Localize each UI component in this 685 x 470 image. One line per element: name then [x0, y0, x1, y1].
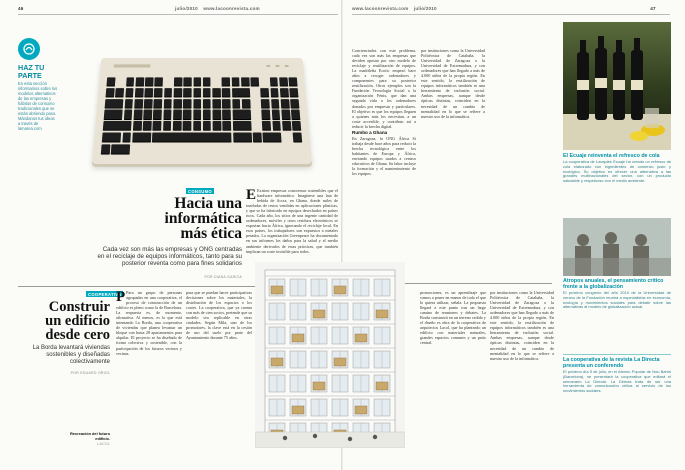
- cola-bottles-photo: [563, 22, 671, 150]
- key: [272, 110, 281, 120]
- key: [163, 121, 172, 131]
- main-headline: [122, 196, 242, 241]
- key: [223, 121, 232, 131]
- key: [291, 110, 300, 120]
- headline-line: desde cero: [45, 327, 110, 343]
- date-right: julio/2010: [413, 6, 437, 11]
- key: [106, 77, 115, 86]
- key: [135, 88, 144, 97]
- key: [232, 99, 241, 109]
- key: [280, 88, 289, 97]
- key: [105, 99, 124, 109]
- folio-left: [18, 6, 260, 11]
- key: [252, 121, 261, 131]
- key: [183, 99, 191, 109]
- key: [144, 99, 153, 109]
- key: [183, 121, 192, 131]
- main-byline: POR DIANA GARCÍA: [204, 275, 242, 279]
- haz-tu-parte-text: En esta sección informamos sobre los modelos alternativos de las empresas y hábitos de consumo tradicionales que se están abriendo paso. Mándanos tus ideas a través de lamarea.com: [18, 81, 58, 131]
- key: [104, 110, 123, 120]
- key: [163, 110, 172, 120]
- key: [126, 77, 135, 86]
- key: [183, 88, 191, 97]
- key: [116, 77, 125, 86]
- key: [153, 121, 162, 131]
- key: [193, 110, 201, 120]
- site-left: www.lacoonrevista.com: [203, 6, 260, 11]
- key: [251, 99, 260, 109]
- key: [143, 121, 152, 131]
- key: [292, 121, 301, 131]
- bottom-column-1: P Para un grupo de personas agrupadas en una cooperativa, el proceso de construcción de un edificio es pleno como la de Barcelona. La respuesta es, de momento, afirmativa. Al menos, es lo que está intentando La Borda, una cooperativa de viviendas que planea levantar un bloque con hasta 28 apartamentos para alquilar. El proyecto se ha diseñado de forma colectiva y sostenible, con la participación de los futuros vecinos y vecinas.: [116, 290, 182, 356]
- key: [135, 77, 144, 86]
- sidebar-separator: [563, 354, 671, 355]
- headline-line: Construir: [48, 299, 110, 315]
- hand-logo-icon: [18, 38, 40, 60]
- key: [152, 132, 231, 142]
- key: [163, 99, 172, 109]
- key: [164, 88, 172, 97]
- key: [213, 110, 221, 120]
- header-rule-left: [18, 14, 338, 15]
- key: [251, 88, 260, 97]
- key: [122, 132, 131, 142]
- key: [111, 144, 130, 154]
- key: [106, 88, 115, 97]
- bottom-standfirst: La Borda levantará viviendas sostenibles y diseñadas colectivamente: [32, 345, 110, 365]
- key: [173, 121, 182, 131]
- headline-line: más ética: [180, 225, 242, 242]
- headline-line: informática: [164, 210, 242, 227]
- site-right: www.lacoonrevista.com: [352, 6, 409, 11]
- key: [164, 77, 172, 86]
- key: [183, 110, 191, 120]
- sidebar-text-atropos: El próximo congreso del año 2010 de la Universidad de verano de la Fundación reunirá a especialistas en economía, ecología y movimientos sociales para debatir sobre las alternativas al modelo de globalización actual.: [563, 291, 671, 310]
- key: [252, 110, 261, 120]
- key: [261, 99, 270, 109]
- key: [174, 88, 182, 97]
- sidebar-headline-atropos: Atropos anuales, el pensamiento crítico frente a la globalización: [563, 278, 664, 290]
- key: [183, 77, 191, 86]
- key: [154, 88, 163, 97]
- key: [279, 77, 288, 86]
- key: [124, 99, 133, 109]
- key: [231, 77, 239, 86]
- key: [262, 121, 271, 131]
- key: [233, 121, 252, 131]
- key: [155, 77, 163, 86]
- section-tag-cooperativa: COOPERATIVA: [88, 291, 122, 297]
- key: [173, 99, 181, 109]
- haz-tu-parte-box: [18, 38, 58, 131]
- people-photo: [563, 218, 671, 276]
- key: [125, 88, 134, 97]
- folio-right: [352, 6, 656, 11]
- key: [173, 110, 182, 120]
- key: [261, 88, 270, 97]
- key: [281, 110, 290, 120]
- headline-line: Hacia una: [174, 195, 242, 212]
- key: [253, 132, 262, 142]
- key: [212, 77, 220, 86]
- header-rule-right: [352, 14, 670, 15]
- keyboard-photo: [62, 36, 338, 186]
- key: [251, 77, 260, 86]
- key: [154, 99, 163, 109]
- key: [263, 132, 282, 142]
- key: [270, 77, 279, 86]
- key: [123, 110, 132, 120]
- key: [193, 88, 201, 97]
- subhead-rumbo-a-ghana: Rumbo a Ghana: [352, 129, 388, 135]
- key: [203, 121, 211, 131]
- sidebar-headline-directa: La cooperativa de la revista La Directa presenta un conferendo: [563, 357, 660, 369]
- key: [281, 99, 290, 109]
- bottom-caption: Recreación del futuro edificio. LACOL: [70, 431, 110, 446]
- key: [153, 110, 162, 120]
- key: [203, 77, 211, 86]
- bottom-byline: POR EDUARD ORIOL: [70, 371, 110, 375]
- key: [232, 88, 250, 97]
- headline-line: un edificio: [45, 313, 110, 329]
- key: [103, 121, 132, 131]
- key: [145, 77, 154, 86]
- key: [144, 88, 153, 97]
- key: [241, 77, 249, 86]
- key: [133, 121, 142, 131]
- key: [102, 132, 121, 142]
- key: [203, 99, 211, 109]
- page-number-left: 46: [18, 6, 24, 11]
- key: [222, 99, 230, 109]
- key: [222, 77, 230, 86]
- key: [101, 144, 110, 154]
- key: [290, 88, 299, 97]
- key: [213, 121, 222, 131]
- bottom-headline: [18, 300, 110, 342]
- key: [174, 77, 182, 86]
- key: [272, 121, 281, 131]
- sidebar-text-directa: El próximo día 5 de julio, en el Ateneu Popular de Nou Barris (Barcelona), se presentará la cooperativa que editará el semanario La Directa. La Directa trata de ser una herramienta de comunicación crítica al servicio de los movimientos sociales.: [563, 370, 671, 393]
- key: [212, 99, 220, 109]
- haz-tu-parte-title: HAZ TU PARTE: [18, 63, 45, 80]
- key: [283, 132, 292, 142]
- key: [262, 110, 271, 120]
- key: [132, 132, 151, 142]
- bottom-column-4: por instituciones como la Universidad Politécnica de Cataluña, la Universidad de Zaragoza o la Universidad de Extremadura, y con ordenadores que han llegado a más de 4.000 niños de la propia región. En este sentido, la reutilización de equipos informáticos también es una herramienta de inclusión social. Ambas empresas, aunque desde ópticas distintas, coinciden en la necesidad de un cambio de mentalidad en lo que se refiere a nuestro uso de la informática.: [490, 290, 554, 361]
- page-number-right: 47: [650, 6, 656, 11]
- sidebar-headline-ecuaje: El Ecuaje reinventa el refresco de cola: [563, 153, 660, 159]
- building-illustration: [255, 262, 405, 448]
- key: [143, 110, 152, 120]
- main-column-1: E Existen empresas conocemos sostenibles que el hardware informático. Imagínese una lata de bebida de Accra, en Ghana, donde miles de toneladas de restos vendidas en aplicaciones plásticas, y que se ha fabricado en equipos desechados en países ricos. Cada año, los sitios de una ingente cantidad de ordenadores, móviles y otros residuos electrónicos se exportan hacia África, ignorando el reciclaje local. En esos países, los trabajadores son expuestos a metales pesados. La organización Greenpeace ha documentado en sus informes los daños para la salud y el medio ambiente derivados de estas prácticas, que también implican un coste invisible para todos.: [246, 188, 338, 254]
- key: [233, 132, 252, 142]
- key: [290, 99, 299, 109]
- date-left: julio/2010: [175, 6, 198, 11]
- key: [222, 88, 230, 97]
- main-column-2: Concienciados con este problema, cada vez son más las empresas que deciden apostar por otro modelo de reciclaje y reutilización de equipos. La madrileña Ecotic empezó hace años a recoger ordenadores y componentes para su posterior reutilización. Otros ejemplos son la Fundación Tecnología Social o la organización Fénix, que dan una segunda vida a los ordenadores donados por empresas y particulares. El objetivo es que los equipos lleguen a quienes más los necesitan, a un coste accesible, y contribuir así a reducir la brecha digital. Rumbo a Ghana En Zaragoza, la ONG África Si trabaja desde hace años para reducir la brecha tecnológica entre los habitantes de Europa y África, enviando equipos usados a centros educativos de Ghana. Su labor incluye la formación y el mantenimiento de los equipos.: [352, 48, 416, 177]
- key: [193, 121, 201, 131]
- key: [270, 88, 279, 97]
- key: [203, 110, 211, 120]
- section-tag-consumo: CONSUMO: [188, 188, 212, 194]
- key: [242, 99, 251, 109]
- key: [222, 110, 231, 120]
- key: [193, 99, 201, 109]
- bottom-column-2: para que se puedan hacer participativas decisiones sobre los materiales, la distribución de los espacios o los costes. La cooperativa, que ya cuenta con más de cien socios, pretende que su modelo sea replicable en otras ciudades. Según Mila, uno de los promotores, la clave está en la cesión de uso del suelo por parte del Ayuntamiento durante 75 años.: [186, 290, 252, 341]
- key: [212, 88, 220, 97]
- main-column-3: por instituciones como la Universidad Politécnica de Cataluña, la Universidad de Zaragoza o la Universidad de Extremadura, y con ordenadores que han llegado a más de 4.000 niños de la propia región. En este sentido, la reutilización de equipos informáticos también es una herramienta de inclusión social. Ambas empresas, aunque desde ópticas distintas, coinciden en la necesidad de un cambio de mentalidad en lo que se refiere a nuestro uso de la informática.: [421, 48, 485, 119]
- key: [232, 110, 251, 120]
- main-standfirst: Cada vez son más las empresas y ONG centradas en el reciclaje de equipos informáticos, tanto para su posterior reventa como para fines solidarios: [97, 246, 242, 267]
- key: [203, 88, 211, 97]
- key: [260, 77, 269, 86]
- bottom-column-3: promociones, es un aprendizaje que vamos a poner en manos de todo el que lo quiera utilizar, señala. La propuesta llegará a este punto tras un largo camino de reuniones y debates. La Borda construirá en un terreno cedido y el diseño es obra de la cooperativa de arquitectos Lacol, que ha planteado un edificio con materiales naturales, grandes espacios comunes y un patio central.: [420, 290, 486, 346]
- key: [133, 110, 142, 120]
- key: [115, 88, 124, 97]
- key: [293, 132, 302, 142]
- key: [134, 99, 143, 109]
- key: [271, 99, 280, 109]
- key: [193, 77, 201, 86]
- key: [289, 77, 298, 86]
- sidebar-text-ecuaje: La cooperativa de Lavapiés Ecuaje ha creado un refresco de cola elaborado con ingredientes de comercio justo y ecológico. Su objetivo es ofrecer una alternativa a las grandes multinacionales del sector, con un producto saludable y respetuoso con el medio ambiente.: [563, 160, 671, 183]
- key: [282, 121, 291, 131]
